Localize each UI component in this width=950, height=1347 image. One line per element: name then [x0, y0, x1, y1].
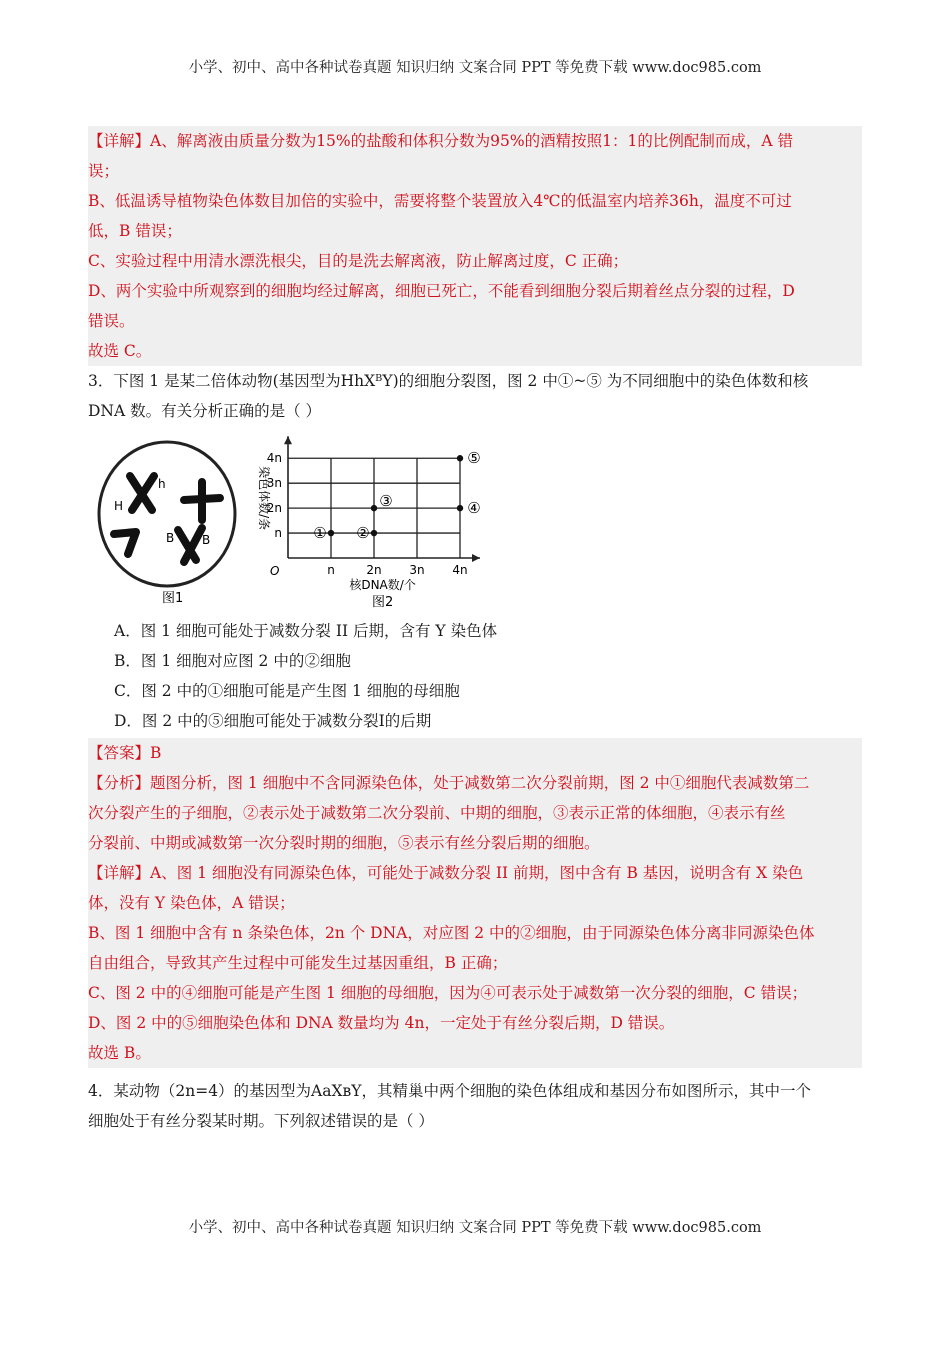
- q4-stem: [88, 1076, 862, 1136]
- q4-stem-line: 细胞处于有丝分裂某时期。下列叙述错误的是（ ）: [88, 1112, 434, 1130]
- x-tick-label: 2n: [366, 563, 382, 577]
- gene-label-B: B: [202, 533, 211, 547]
- q3-options: [88, 616, 862, 736]
- chromosome-shape: [178, 528, 202, 562]
- q2-detail-line: 故选 C。: [88, 342, 152, 360]
- option-d: D．图 2 中的⑤细胞可能处于减数分裂Ⅰ的后期: [114, 712, 432, 730]
- chromosome-shape: [130, 476, 154, 510]
- q3-stem: [88, 366, 862, 426]
- q3-answer: 【答案】B: [88, 744, 162, 762]
- q2-detail-line: 【详解】A、解离液由质量分数为15%的盐酸和体积分数为95%的酒精按照1：1的比例配制而成，A 错: [88, 132, 793, 150]
- x-tick-label: 3n: [409, 563, 425, 577]
- page-header: 小学、初中、高中各种试卷真题 知识归纳 文案合同 PPT 等免费下载 www.doc985.com: [188, 60, 762, 76]
- q2-detail-line: C、实验过程中用清水漂洗根尖，目的是洗去解离液，防止解离过度，C 正确；: [88, 252, 629, 270]
- chart-ylabel: 染色体数/条: [257, 466, 271, 531]
- data-point: [328, 530, 334, 536]
- option-c: C．图 2 中的①细胞可能是产生图 1 细胞的母细胞: [114, 682, 460, 700]
- q3-solution-block: [88, 738, 862, 1068]
- y-tick-label: n: [274, 526, 282, 541]
- gene-label-B: B: [166, 531, 175, 545]
- q2-detail-line: B、低温诱导植物染色体数目加倍的实验中，需要将整个装置放入4℃的低温室内培养36h，温度不可过: [88, 192, 792, 210]
- gene-label-H: H: [114, 499, 124, 513]
- q2-detail-block: [88, 126, 862, 366]
- option-a: A．图 1 细胞可能处于减数分裂 II 后期，含有 Y 染色体: [114, 622, 498, 640]
- q3-detail-line: C、图 2 中的④细胞可能是产生图 1 细胞的母细胞，因为④可表示处于减数第一次分裂的细胞，C 错误；: [88, 984, 808, 1002]
- x-tick-label: 4n: [452, 563, 468, 577]
- q3-detail-line: 【详解】A、图 1 细胞没有同源染色体，可能处于减数分裂 II 前期，图中含有 B 基因，说明含有 X 染色: [88, 864, 804, 882]
- y-tick-label: 2n: [266, 501, 282, 516]
- q2-detail-line: D、两个实验中所观察到的细胞均经过解离，细胞已死亡，不能看到细胞分裂后期着丝点分裂的过程，D: [88, 282, 795, 300]
- page-footer: 小学、初中、高中各种试卷真题 知识归纳 文案合同 PPT 等免费下载 www.doc985.com: [188, 1220, 762, 1236]
- y-tick-label: 3n: [266, 476, 282, 491]
- q2-detail-line: 低，B 错误；: [88, 222, 182, 240]
- data-point-label: ⑤: [467, 449, 481, 468]
- q3-detail-line: D、图 2 中的⑤细胞染色体和 DNA 数量均为 4n，一定处于有丝分裂后期，D 错误。: [88, 1014, 675, 1032]
- data-point: [371, 505, 377, 511]
- q3-figures: [92, 432, 532, 612]
- figure2-caption: 图2: [371, 595, 394, 610]
- data-point: [457, 455, 463, 461]
- q3-stem-line: DNA 数。有关分析正确的是（ ）: [88, 402, 322, 420]
- x-axis-arrow: [472, 554, 480, 562]
- q3-detail-line: B、图 1 细胞中含有 n 条染色体，2n 个 DNA，对应图 2 中的②细胞，由于同源染色体分离非同源染色体: [88, 924, 815, 942]
- q3-stem-line: 3．下图 1 是某二倍体动物(基因型为HhXᴮY)的细胞分裂图，图 2 中①~⑤ 为不同细胞中的染色体数和核: [88, 372, 809, 390]
- chromosome-shape: [114, 532, 136, 554]
- figure2-chart: [257, 436, 481, 610]
- figure1-cell: [99, 442, 235, 606]
- q3-analysis-line: 次分裂产生的子细胞，②表示处于减数第二次分裂前、中期的细胞，③表示正常的体细胞，④表示有丝: [88, 804, 786, 822]
- q3-figure-svg: [92, 432, 532, 612]
- chromosome-shape: [184, 482, 220, 520]
- gene-label-h: h: [158, 477, 166, 491]
- q3-detail-line: 体，没有 Y 染色体，A 错误；: [88, 894, 295, 912]
- option-b: B．图 1 细胞对应图 2 中的②细胞: [114, 652, 351, 670]
- data-point: [371, 530, 377, 536]
- q3-analysis-line: 【分析】题图分析，图 1 细胞中不含同源染色体，处于减数第二次分裂前期，图 2 中①细胞代表减数第二: [88, 774, 810, 792]
- q4-stem-line: 4．某动物（2n=4）的基因型为AaXʙY，其精巢中两个细胞的染色体组成和基因分布如图所示，其中一个: [88, 1082, 811, 1100]
- figure1-caption: 图1: [162, 591, 184, 606]
- data-point-label: ④: [467, 499, 481, 518]
- data-point-label: ①: [313, 524, 327, 543]
- y-axis-arrow: [284, 436, 292, 444]
- q2-detail-line: 错误。: [88, 312, 135, 330]
- q3-detail-line: 自由组合，导致其产生过程中可能发生过基因重组，B 正确；: [88, 954, 508, 972]
- x-tick-label: n: [327, 563, 335, 577]
- chart-origin-label: O: [270, 564, 280, 578]
- q3-detail-line: 故选 B。: [88, 1044, 151, 1062]
- data-point-label: ③: [379, 492, 393, 511]
- chart-xlabel: 核DNA数/个: [349, 578, 416, 592]
- y-tick-label: 4n: [266, 451, 282, 466]
- data-point-label: ②: [356, 524, 370, 543]
- q2-detail-line: 误；: [88, 162, 120, 180]
- data-point: [457, 505, 463, 511]
- q3-analysis-line: 分裂前、中期或减数第一次分裂时期的细胞，⑤表示有丝分裂后期的细胞。: [88, 834, 600, 852]
